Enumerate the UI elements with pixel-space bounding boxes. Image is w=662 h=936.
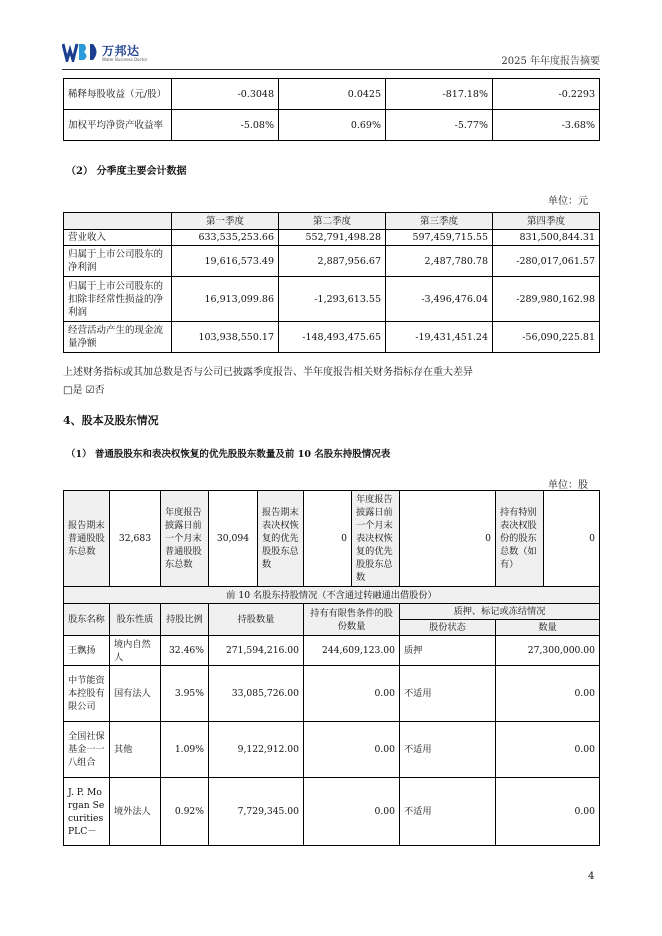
header-cell: 股份状态: [400, 620, 496, 636]
quarterly-table: [63, 212, 600, 353]
table-row: [64, 778, 600, 846]
header-cell: 质押、标记或冻结情况: [400, 604, 600, 620]
cell-value: 2,487,780.78: [386, 246, 493, 277]
holder-restricted: 0.00: [304, 722, 400, 778]
table-header-row: [64, 604, 600, 620]
summary-label: 年度报告披露日前一个月末普通股股东总数: [161, 491, 209, 587]
summary-value: 0: [304, 491, 352, 587]
header-divider: [62, 69, 600, 70]
holder-status: 质押: [400, 636, 496, 666]
header-cell: 持有有限售条件的股份数量: [304, 604, 400, 636]
header-cell: 第三季度: [386, 213, 493, 230]
unit-label: 单位：元: [548, 196, 588, 207]
cell-value: -5.08%: [172, 110, 279, 141]
cell-value: 103,938,550.17: [172, 322, 279, 353]
cell-value: -0.2293: [493, 79, 600, 110]
summary-label: 报告期末表决权恢复的优先股股东总数: [258, 491, 304, 587]
cell-value: 633,535,253.66: [172, 230, 279, 246]
holder-quantity: 7,729,345.00: [209, 778, 304, 846]
unit-label: 单位：股: [548, 480, 588, 491]
top10-title: 前 10 名股东持股情况（不含通过转融通出借股份）: [64, 587, 600, 604]
shareholders-table: [63, 490, 600, 846]
header-cell: [64, 213, 172, 230]
cell-value: 16,913,099.86: [172, 277, 279, 322]
cell-value: -0.3048: [172, 79, 279, 110]
holder-ratio: 32.46%: [161, 636, 209, 666]
row-label: 稀释每股收益（元/股）: [64, 79, 172, 110]
holder-restricted: 0.00: [304, 666, 400, 722]
table-row: [64, 79, 600, 110]
holder-nature: 境外法人: [110, 778, 161, 846]
summary-label: 年度报告披露日前一个月末表决权恢复的优先股股东总数: [352, 491, 400, 587]
table-row: [64, 666, 600, 722]
holder-status: 不适用: [400, 722, 496, 778]
wbd-logo-icon: [62, 42, 100, 62]
holder-nature: 其他: [110, 722, 161, 778]
holder-amount: 0.00: [496, 666, 600, 722]
holder-restricted: 244,609,123.00: [304, 636, 400, 666]
top10-title-row: [64, 587, 600, 604]
cell-value: 552,791,498.28: [279, 230, 386, 246]
cell-value: -19,431,451.24: [386, 322, 493, 353]
summary-row: [64, 491, 600, 587]
holder-name: 全国社保基金一一八组合: [64, 722, 110, 778]
cell-value: -56,090,225.81: [493, 322, 600, 353]
header-cell: 第一季度: [172, 213, 279, 230]
row-label: 归属于上市公司股东的净利润: [64, 246, 172, 277]
summary-label: 持有特别表决权股份的股东总数（如有）: [496, 491, 544, 587]
holder-name: J. P. Morgan Securities PLC－: [64, 778, 110, 846]
cell-value: -817.18%: [386, 79, 493, 110]
header-cell: 第四季度: [493, 213, 600, 230]
logo-text: 万邦达: [102, 44, 140, 58]
sub-heading: （1） 普通股股东和表决权恢复的优先股股东数量及前 10 名股东持股情况表: [66, 449, 391, 460]
holder-quantity: 271,594,216.00: [209, 636, 304, 666]
holder-nature: 境内自然人: [110, 636, 161, 666]
holder-amount: 27,300,000.00: [496, 636, 600, 666]
table-row: [64, 246, 600, 277]
cell-value: -280,017,061.57: [493, 246, 600, 277]
holder-quantity: 33,085,726.00: [209, 666, 304, 722]
header-cell: 持股数量: [209, 604, 304, 636]
table-row: [64, 322, 600, 353]
difference-answer: □是 ☑否: [63, 385, 105, 396]
holder-amount: 0.00: [496, 722, 600, 778]
header-cell: 持股比例: [161, 604, 209, 636]
holder-restricted: 0.00: [304, 778, 400, 846]
holder-status: 不适用: [400, 778, 496, 846]
header-cell: 第二季度: [279, 213, 386, 230]
holder-amount: 0.00: [496, 778, 600, 846]
cell-value: 2,887,956.67: [279, 246, 386, 277]
row-label: 营业收入: [64, 230, 172, 246]
holder-ratio: 3.95%: [161, 666, 209, 722]
cell-value: -289,980,162.98: [493, 277, 600, 322]
table-row: [64, 110, 600, 141]
holder-status: 不适用: [400, 666, 496, 722]
holder-ratio: 0.92%: [161, 778, 209, 846]
cell-value: 0.0425: [279, 79, 386, 110]
header-cell: 股东名称: [64, 604, 110, 636]
report-title: 2025 年年度报告摘要: [501, 56, 600, 67]
holder-name: 王飘扬: [64, 636, 110, 666]
page-number: 4: [588, 871, 595, 882]
row-label: 归属于上市公司股东的扣除非经常性损益的净利润: [64, 277, 172, 322]
section-heading: 4、股本及股东情况: [63, 414, 159, 427]
page-header: [62, 40, 600, 68]
table-row: [64, 636, 600, 666]
cell-value: -3.68%: [493, 110, 600, 141]
summary-label: 报告期末普通股股东总数: [64, 491, 110, 587]
holder-name: 中节能资本控股有限公司: [64, 666, 110, 722]
holder-ratio: 1.09%: [161, 722, 209, 778]
summary-value: 0: [400, 491, 496, 587]
summary-value: 0: [544, 491, 600, 587]
table-header-row: [64, 213, 600, 230]
cell-value: 19,616,573.49: [172, 246, 279, 277]
cell-value: -1,293,613.55: [279, 277, 386, 322]
cell-value: -5.77%: [386, 110, 493, 141]
table-row: [64, 230, 600, 246]
cell-value: 597,459,715.55: [386, 230, 493, 246]
cell-value: -148,493,475.65: [279, 322, 386, 353]
cell-value: 831,500,844.31: [493, 230, 600, 246]
section-heading: （2） 分季度主要会计数据: [66, 166, 187, 177]
difference-note: 上述财务指标或其加总数是否与公司已披露季度报告、半年度报告相关财务指标存在重大差异: [63, 367, 473, 378]
table-row: [64, 722, 600, 778]
logo-subtext: Water Business Doctor: [102, 57, 148, 62]
header-cell: 股东性质: [110, 604, 161, 636]
table-row: [64, 277, 600, 322]
summary-value: 30,094: [209, 491, 258, 587]
holder-nature: 国有法人: [110, 666, 161, 722]
cell-value: 0.69%: [279, 110, 386, 141]
cell-value: -3,496,476.04: [386, 277, 493, 322]
row-label: 加权平均净资产收益率: [64, 110, 172, 141]
holder-quantity: 9,122,912.00: [209, 722, 304, 778]
summary-value: 32,683: [110, 491, 161, 587]
header-cell: 数量: [496, 620, 600, 636]
indicators-table: [63, 78, 600, 141]
row-label: 经营活动产生的现金流量净额: [64, 322, 172, 353]
